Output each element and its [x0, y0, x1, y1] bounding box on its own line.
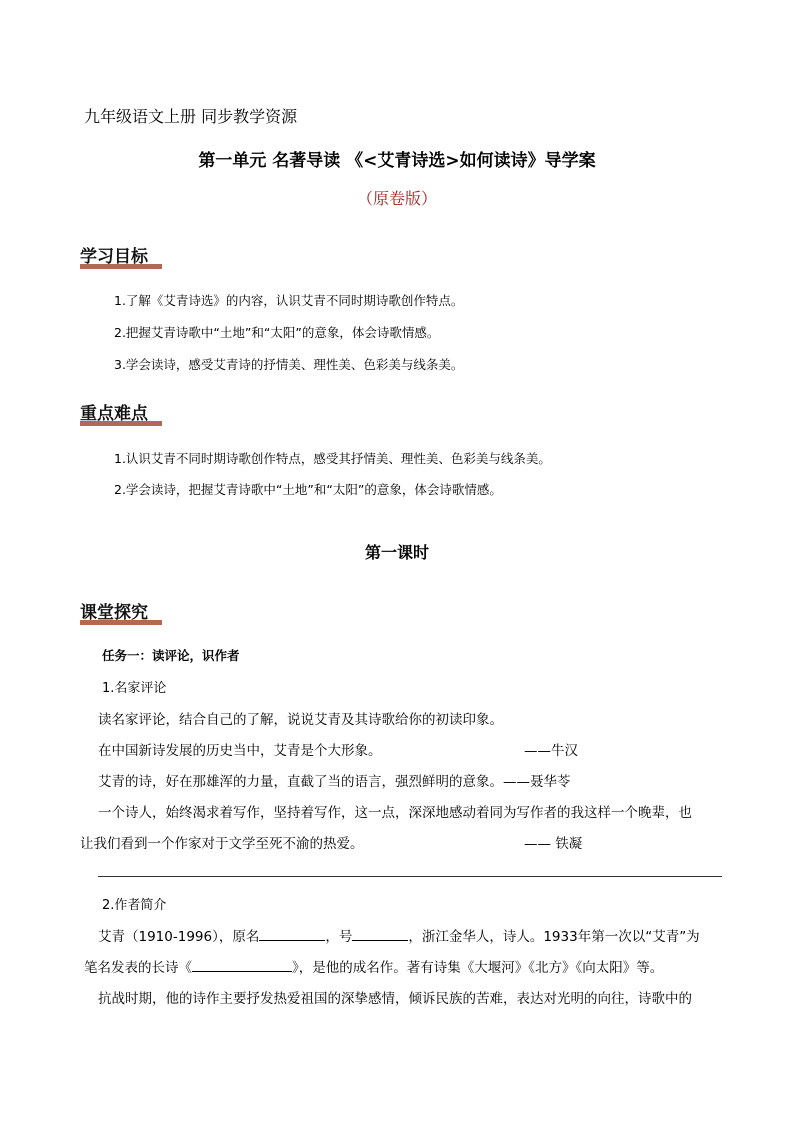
bio-text: ，号 [325, 929, 353, 945]
task-title: 任务一：读评论，识作者 [102, 648, 240, 663]
quote: 让我们看到一个作家对于文学至死不渝的热爱。 [80, 836, 364, 852]
bio-text: 》，是他的成名作。著有诗集《大堰河》《北方》《向太阳》等。 [292, 960, 664, 976]
bio-text: ，浙江金华人，诗人。1933年第一次以“艾青”为 [408, 929, 700, 945]
bio-text: 笔名发表的长诗《 [84, 960, 192, 976]
objective-item: 3.学会读诗，感受艾青诗的抒情美、理性美、色彩美与线条美。 [114, 357, 464, 372]
lesson-title: 第一课时 [364, 543, 429, 562]
divider [98, 876, 722, 877]
section-heading: 重点难点 [80, 404, 148, 424]
objective-item: 1.了解《艾青诗选》的内容，认识艾青不同时期诗歌创作特点。 [114, 293, 464, 308]
paragraph: 读名家评论，结合自己的了解，说说艾青及其诗歌给你的初读印象。 [98, 712, 503, 728]
section-heading: 学习目标 [80, 247, 148, 267]
fill-blank-poem[interactable] [192, 959, 292, 972]
section-heading: 课堂探究 [80, 603, 148, 623]
page-subtitle: （原卷版） [356, 189, 437, 208]
fill-blank-alias[interactable] [352, 928, 408, 941]
section-inquiry [80, 598, 148, 623]
bio-text: 艾青（1910-1996），原名 [98, 929, 260, 945]
quote: 在中国新诗发展的历史当中，艾青是个大形象。 [98, 743, 382, 759]
quote-source: ——牛汉 [524, 743, 578, 759]
section-objectives [80, 242, 148, 267]
objective-item: 2.把握艾青诗歌中“土地”和“太阳”的意象，体会诗歌情感。 [114, 325, 440, 340]
keypoint-item: 2.学会读诗，把握艾青诗歌中“土地”和“太阳”的意象，体会诗歌情感。 [114, 482, 502, 497]
quote-source: —— 铁凝 [524, 836, 583, 852]
bio-line [98, 925, 700, 945]
quote: 一个诗人，始终渴求着写作，坚持着写作，这一点，深深地感动着同为写作者的我这样一个晚辈，也 [98, 805, 692, 821]
quote: 艾青的诗，好在那雄浑的力量，直截了当的语言，强烈鲜明的意象。——聂华苓 [98, 774, 571, 790]
section-keypoints [80, 399, 148, 424]
bio-line [84, 956, 663, 976]
keypoint-item: 1.认识艾青不同时期诗歌创作特点，感受其抒情美、理性美、色彩美与线条美。 [114, 451, 551, 466]
bio-line: 抗战时期，他的诗作主要抒发热爱祖国的深挚感情，倾诉民族的苦难，表达对光明的向往，诗歌中的 [98, 991, 692, 1007]
page-title: 第一单元 名著导读 《<艾青诗选>如何读诗》导学案 [198, 151, 596, 171]
fill-blank-original-name[interactable] [259, 928, 325, 941]
subsection-title: 2.作者简介 [102, 898, 167, 913]
subsection-title: 1.名家评论 [102, 681, 167, 696]
top-line: 九年级语文上册 同步教学资源 [84, 107, 298, 126]
